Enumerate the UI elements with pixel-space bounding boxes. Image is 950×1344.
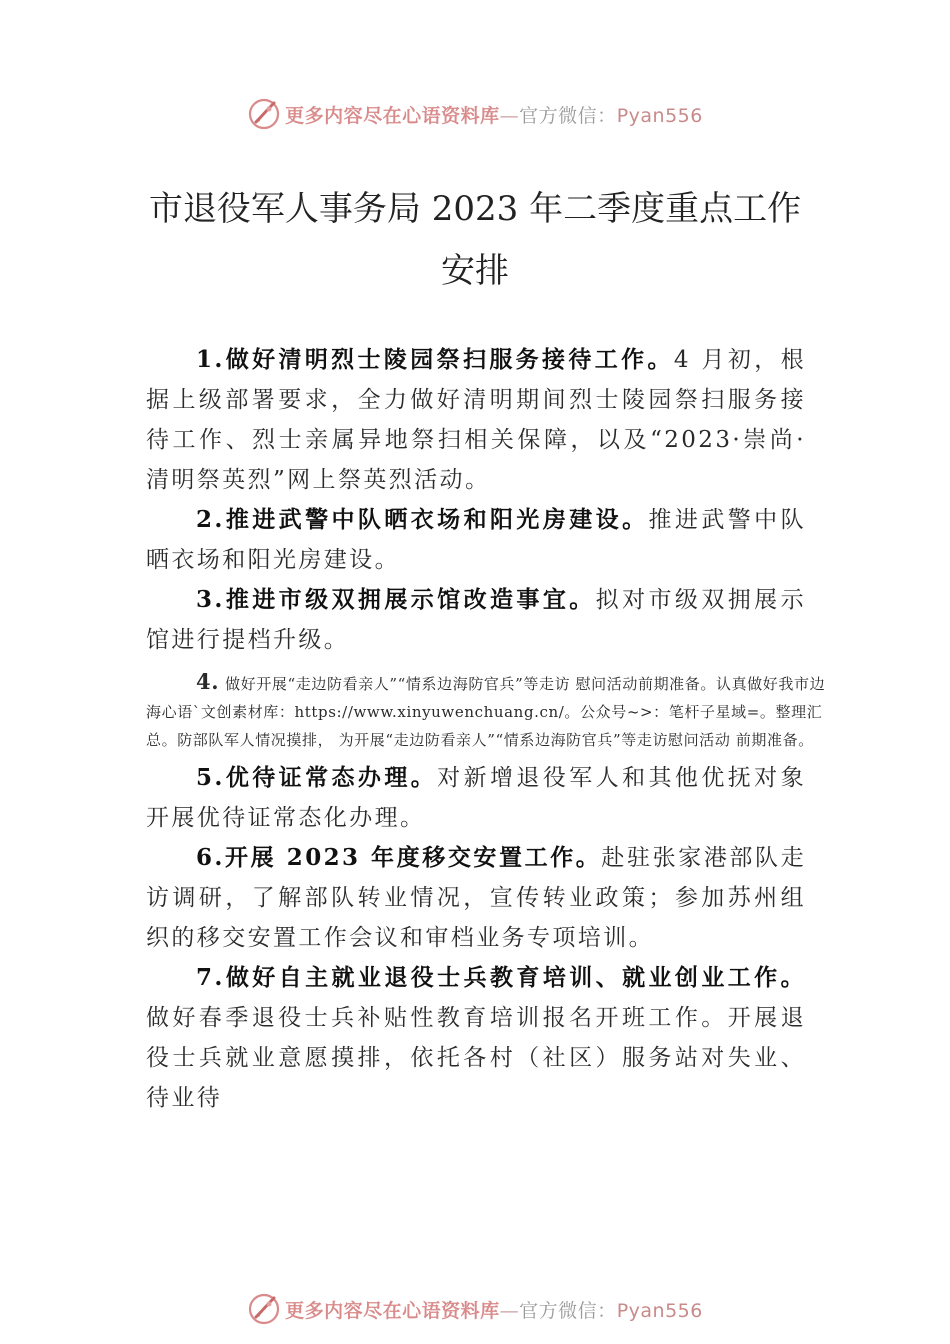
document-body [146,340,826,1118]
title-line-2: 安排 [441,251,509,291]
header-banner [0,94,950,134]
item-4-text: 做好开展“走边防看亲人”“情系边海防官兵”等走访 慰问活动前期准备。认真做好我市边海心语`文创素材库：https://www.xinyuwenchuang.cn/。公众号~>：笔杆子星域=。整理汇总。防部队军人情况摸排， 为开展“走边防看亲人”“情系边海防官兵”等走访慰问活动 前期准备。 [146,675,826,749]
brush-logo-icon [247,1292,281,1326]
item-6-body: 赴驻张家港部队走访调研，了解部队转业情况，宣传转业政策；参加苏州组织的移交安置工作会议和审档业务专项培训。 [146,845,807,951]
item-6-heading: 6.开展 2023 年度移交安置工作。 [196,844,602,871]
item-6 [146,838,806,958]
item-5-heading: 5.优待证常态办理。 [196,764,438,791]
banner-dash: — [499,104,520,127]
document-title [100,178,850,302]
banner-text [285,1296,703,1323]
item-3-heading: 3.推进市级双拥展示馆改造事宜。 [196,586,596,613]
item-2-heading: 2.推进武警中队晒衣场和阳光房建设。 [196,506,649,533]
banner-site-name: 更多内容尽在心语资料库 [285,104,500,127]
item-7-body: 做好春季退役士兵补贴性教育培训报名开班工作。开展退役士兵就业意愿摸排，依托各村（社区）服务站对失业、待业待 [146,1005,806,1111]
banner-wechat-id: Pyan556 [616,104,703,127]
item-2-body: 推进武警中队晒衣场和阳光房建设。 [146,507,807,573]
banner-text [285,101,703,128]
brush-logo-icon [247,97,281,131]
item-3-body: 拟对市级双拥展示馆进行提档升级。 [146,587,806,653]
item-5 [146,758,806,838]
item-4 [146,668,830,754]
item-4-number: 4. [196,669,220,694]
item-1-heading: 1.做好清明烈士陵园祭扫服务接待工作。 [196,346,674,373]
banner-wechat-label: 官方微信： [519,104,617,127]
banner-wechat-label: 官方微信： [519,1299,617,1322]
banner-wechat-id: Pyan556 [616,1299,703,1322]
item-5-body: 对新增退役军人和其他优抚对象开展优待证常态化办理。 [146,765,806,831]
footer-banner [0,1289,950,1329]
banner-dash: — [499,1299,520,1322]
item-1-body: 4 月初，根据上级部署要求，全力做好清明期间烈士陵园祭扫服务接待工作、烈士亲属异地祭扫相关保障，以及“2023·崇尚·清明祭英烈”网上祭英烈活动。 [146,347,806,493]
banner-site-name: 更多内容尽在心语资料库 [285,1299,500,1322]
item-1 [146,340,806,500]
item-2 [146,500,806,580]
item-7 [146,958,806,1118]
item-3 [146,580,806,660]
title-line-1: 市退役军人事务局 2023 年二季度重点工作 [148,189,802,229]
item-7-heading: 7.做好自主就业退役士兵教育培训、就业创业工作。 [196,964,806,991]
